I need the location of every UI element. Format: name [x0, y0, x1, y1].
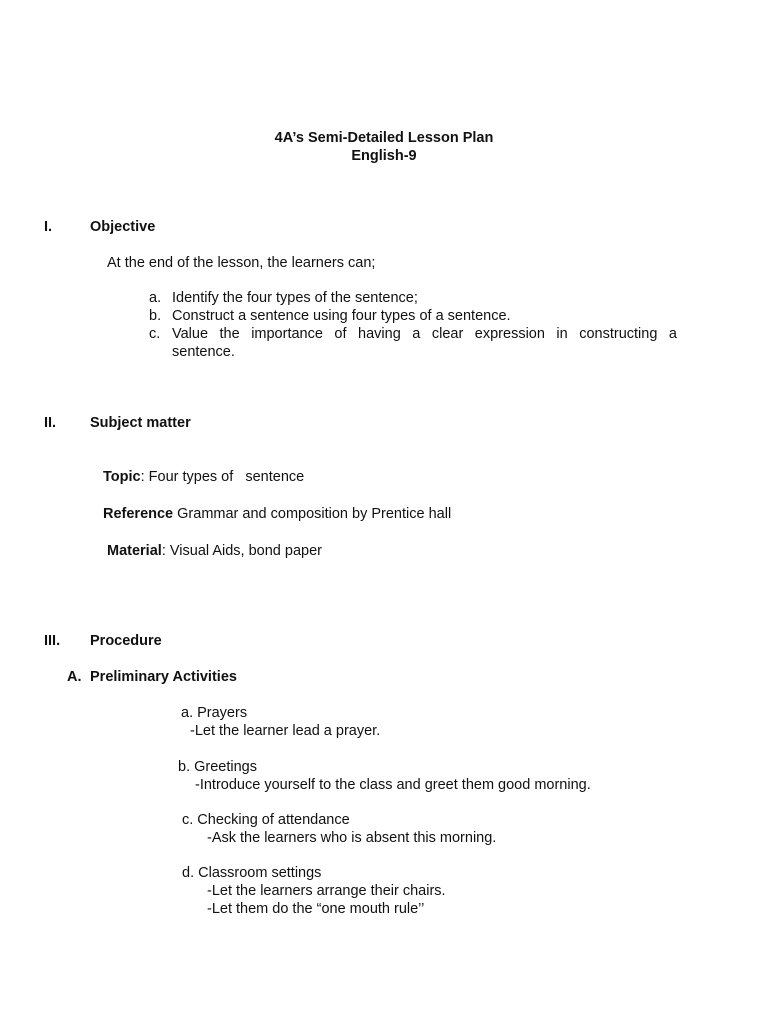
activity-line: -Let the learner lead a prayer.: [190, 723, 381, 739]
activity-title: c. Checking of attendance: [182, 812, 350, 828]
objective-item-text: Construct a sentence using four types of a sentence.: [172, 308, 511, 324]
activity-title: b. Greetings: [178, 759, 257, 775]
reference-line: [103, 505, 451, 523]
objective-item-marker: a.: [149, 290, 162, 306]
topic-value: : Four types of sentence: [140, 469, 305, 485]
topic-line: [103, 468, 304, 486]
topic-label: Topic: [103, 469, 141, 485]
objective-intro: At the end of the lesson, the learners can;: [107, 255, 376, 271]
activity-line: -Ask the learners who is absent this morning.: [207, 830, 497, 846]
objective-item-text: Identify the four types of the sentence;: [172, 290, 418, 306]
subsection-heading: Preliminary Activities: [90, 669, 237, 685]
material-line: [107, 542, 322, 560]
material-value: : Visual Aids, bond paper: [161, 543, 322, 559]
section-heading-objective: Objective: [90, 219, 156, 235]
reference-value: Grammar and composition by Prentice hall: [173, 506, 452, 522]
section-numeral-subject-matter: II.: [44, 415, 57, 431]
document-subtitle: English-9: [351, 148, 417, 164]
objective-item-marker: c.: [149, 326, 161, 342]
activity-title: a. Prayers: [181, 705, 248, 721]
section-numeral-objective: I.: [44, 219, 53, 235]
activity-line: -Introduce yourself to the class and greet them good morning.: [195, 777, 591, 793]
objective-item-continuation: sentence.: [172, 344, 235, 360]
objective-item-marker: b.: [149, 308, 162, 324]
subsection-marker: A.: [67, 669, 82, 685]
activity-line: -Let them do the “one mouth rule’’: [207, 901, 425, 917]
activity-title: d. Classroom settings: [182, 865, 322, 881]
section-heading-subject-matter: Subject matter: [90, 415, 191, 431]
activity-line: -Let the learners arrange their chairs.: [207, 883, 446, 899]
reference-label: Reference: [103, 506, 174, 522]
objective-item-text: Value the importance of having a clear expression in constructing a: [172, 326, 677, 342]
section-numeral-procedure: III.: [44, 633, 61, 649]
material-label: Material: [107, 543, 162, 559]
section-heading-procedure: Procedure: [90, 633, 162, 649]
document-title: 4A’s Semi-Detailed Lesson Plan: [274, 130, 494, 146]
